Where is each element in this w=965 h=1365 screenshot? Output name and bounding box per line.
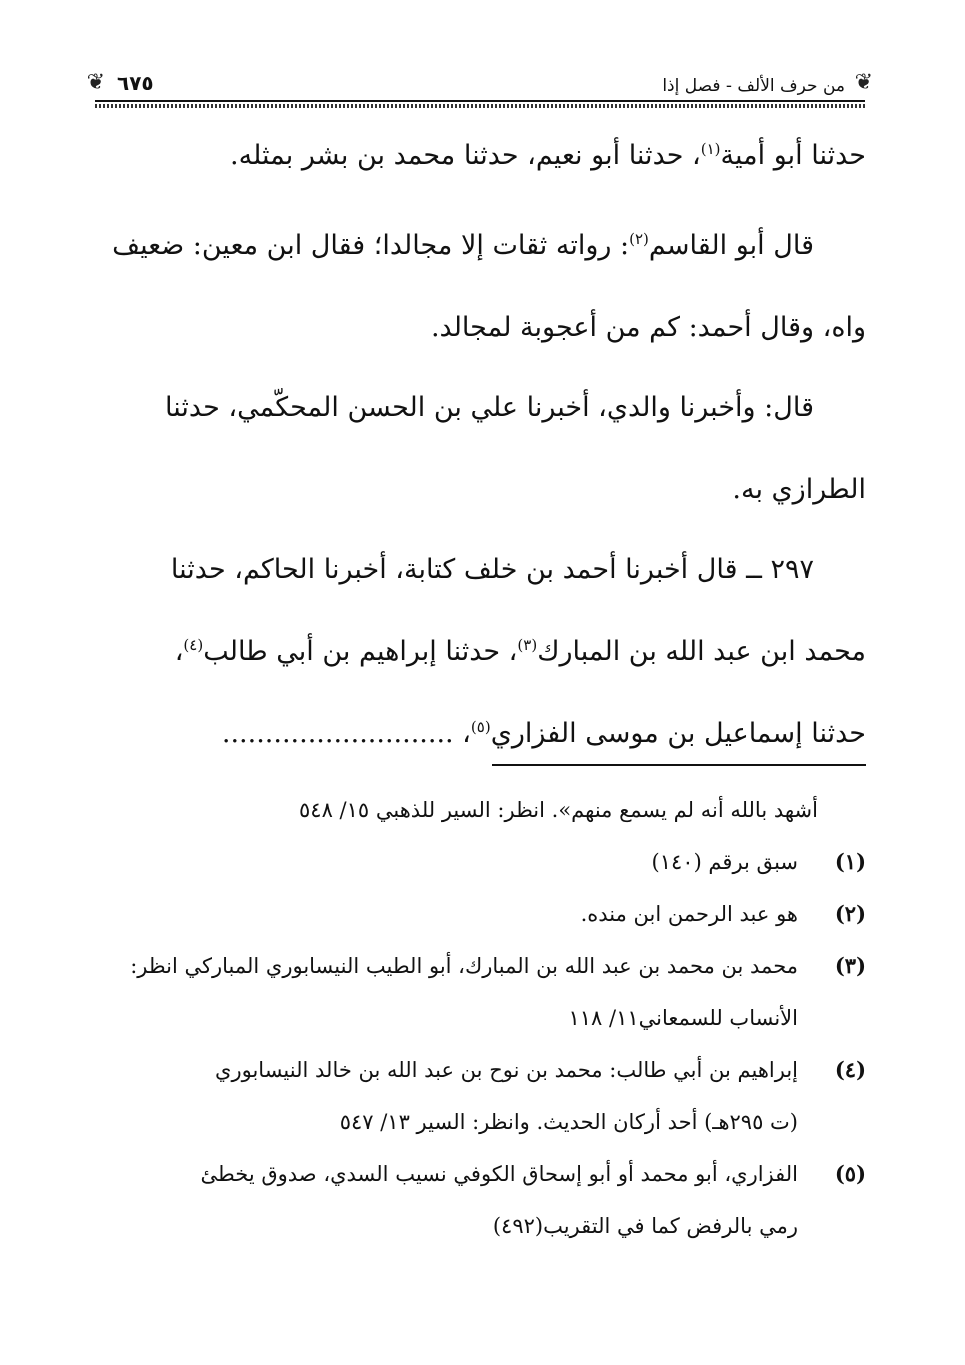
text-run: ، حدثنا إبراهيم بن أبي طالب <box>203 636 518 667</box>
footnote-line: الفزاري، أبو محمد أو أبو إسحاق الكوفي نسيب السدي، صدوق يخطئ <box>200 1162 798 1186</box>
page-number: ٦٧٥ <box>117 71 154 95</box>
text-run: ، ........................... <box>221 718 471 749</box>
text-run: محمد ابن عبد الله بن المبارك <box>537 636 866 667</box>
footnote-line: إبراهيم بن أبي طالب: محمد بن نوح بن عبد الله بن خالد النيسابوري <box>215 1058 798 1082</box>
header-ornament-left-icon: ❦ <box>86 70 105 95</box>
footnote-line: (ت ٢٩٥هـ) أحد أركان الحديث. وانظر: السير ١٣/ ٥٤٧ <box>339 1110 798 1134</box>
footnote-line: سبق برقم (١٤٠) <box>651 850 798 874</box>
text-run: حدثنا إسماعيل بن موسى الفزاري <box>490 718 866 749</box>
footnote-ref: (٥) <box>470 718 491 736</box>
text-run: ، حدثنا أبو نعيم، حدثنا محمد بن بشر بمثله. <box>230 140 701 171</box>
text-line <box>98 216 866 298</box>
text-line: الطرازي به. <box>732 474 866 505</box>
footnote-number: (٤) <box>834 1057 866 1082</box>
paragraph-1 <box>98 126 866 208</box>
text-line <box>98 622 866 704</box>
text-line <box>98 704 866 786</box>
footnote-line: محمد بن محمد بن عبد الله بن المبارك، أبو الطيب النيسابوري المباركي انظر: <box>130 954 798 978</box>
text-run: : رواته ثقات إلا مجالدا؛ فقال ابن معين: ضعيف <box>112 230 630 261</box>
paragraph-4 <box>98 540 866 786</box>
footnote-5 <box>98 1148 866 1252</box>
footnote-line: هو عبد الرحمن ابن منده. <box>580 902 798 926</box>
text-line: قال: وأخبرنا والدي، أخبرنا علي بن الحسن المحكّمي، حدثنا <box>165 392 814 423</box>
footnote-carryover <box>98 784 866 836</box>
footnote-2 <box>98 888 866 940</box>
paragraph-3 <box>98 378 866 542</box>
footnote-ref: (٣) <box>517 636 538 654</box>
text-run: ، <box>174 636 184 667</box>
footnote-3 <box>98 940 866 1044</box>
footnote-number: (٥) <box>834 1161 866 1186</box>
footnote-4 <box>98 1044 866 1148</box>
footnote-number: (٣) <box>834 953 866 978</box>
footnote-line: الأنساب للسمعاني١١/ ١١٨ <box>568 1006 798 1030</box>
text-line: ٢٩٧ ــ قال أخبرنا أحمد بن خلف كتابة، أخبرنا الحاكم، حدثنا <box>170 554 814 585</box>
text-run: حدثنا أبو أمية <box>720 140 866 171</box>
text-line <box>98 126 866 208</box>
footnote-number: (١) <box>834 849 866 874</box>
footnote-ref: (١) <box>700 140 721 158</box>
footnotes <box>98 784 866 1252</box>
footnote-ref: (٤) <box>183 636 204 654</box>
footnote-line: أشهد بالله أنه لم يسمع منهم». انظر: السير للذهبي ١٥/ ٥٤٨ <box>299 798 818 822</box>
header-title: من حرف الألف - فصل إذا <box>662 76 845 96</box>
paragraph-2 <box>98 216 866 380</box>
header-rule <box>95 100 865 102</box>
footnote-number: (٢) <box>834 901 866 926</box>
footnote-ref: (٢) <box>629 230 649 248</box>
running-header <box>86 62 873 102</box>
footnote-separator <box>492 764 866 766</box>
text-run: قال أبو القاسم <box>648 230 814 261</box>
header-rule-ornamental <box>95 104 865 108</box>
footnote-1 <box>98 836 866 888</box>
text-line: واه، وقال أحمد: كم من أعجوبة لمجالد. <box>430 312 866 343</box>
header-ornament-right-icon: ❦ <box>854 70 873 95</box>
footnote-line: رمي بالرفض كما في التقريب(٤٩٢) <box>492 1214 798 1238</box>
